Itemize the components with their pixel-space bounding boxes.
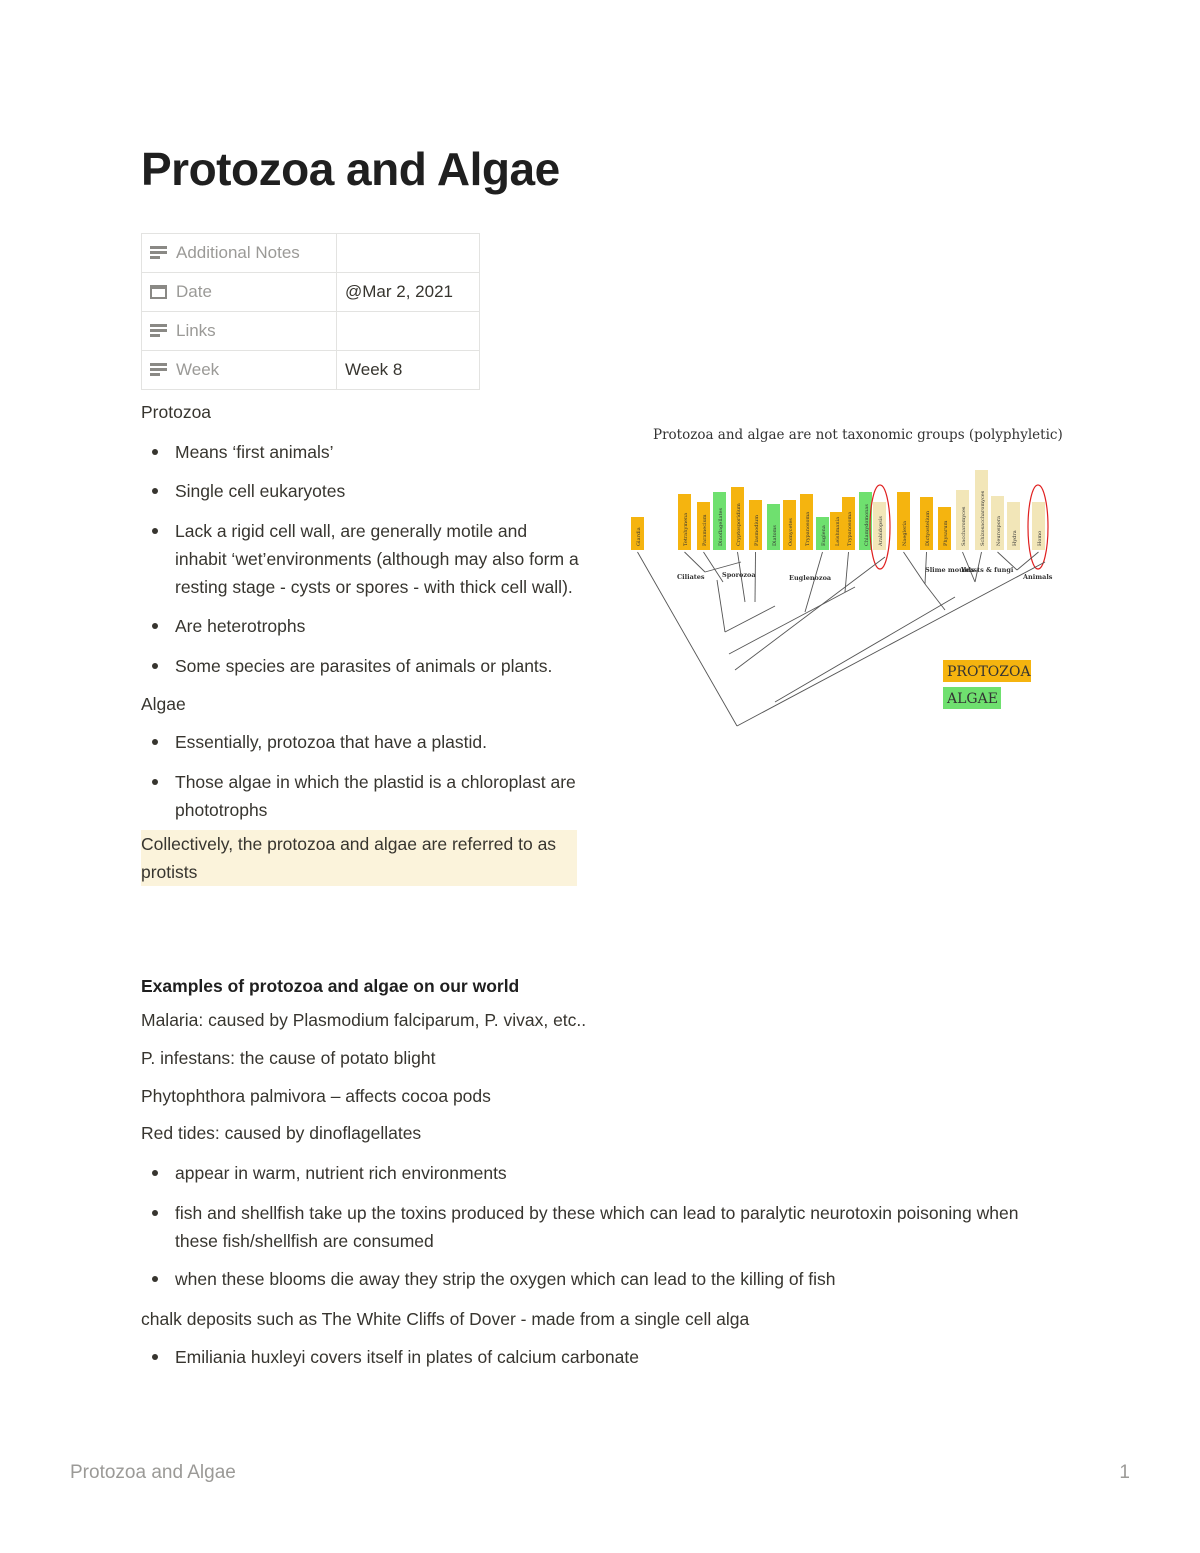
tree-branch [805, 552, 823, 612]
property-value[interactable]: @Mar 2, 2021 [337, 273, 480, 312]
property-key: Additional Notes [176, 243, 300, 262]
phylogeny-figure [625, 422, 1065, 734]
footer-title: Protozoa and Algae [70, 1462, 236, 1483]
tree-branch [775, 597, 955, 702]
property-key: Links [176, 321, 216, 340]
taxon-label: Dictyostelium [925, 511, 931, 546]
taxon-label: Neurospora [996, 515, 1002, 546]
tree-branch [685, 552, 706, 572]
taxon-label: Arabidopsis [878, 516, 884, 546]
clade-label: Animals [1023, 573, 1053, 581]
clade-label: Slime moulds [925, 566, 975, 574]
text-lines-icon [150, 246, 167, 260]
protozoa-heading: Protozoa [141, 402, 212, 422]
properties-table [141, 233, 480, 390]
clade-label: Yeasts & fungi [961, 566, 1014, 574]
taxon-label: Giardia [636, 527, 642, 546]
list-item: when these blooms die away they strip the oxygen which can lead to the killing of fish [141, 1265, 1041, 1293]
highlight-callout: Collectively, the protozoa and algae are referred to as protists [141, 830, 577, 886]
chalk-line: chalk deposits such as The White Cliffs of Dover - made from a single cell alga [141, 1309, 750, 1329]
list-item: Some species are parasites of animals or plants. [141, 652, 581, 680]
legend-label: PROTOZOA [947, 664, 1031, 680]
list-item: fish and shellfish take up the toxins produced by these which can lead to paralytic neurotoxin poisoning when these fish/shellfish are consumed [141, 1199, 1041, 1255]
list-item: Those algae in which the plastid is a chloroplast are phototrophs [141, 768, 581, 824]
page-number: 1 [1119, 1462, 1130, 1483]
taxon-label: Trypanosoma [847, 511, 853, 546]
taxon-label: Naegleria [902, 520, 908, 546]
example-line: P. infestans: the cause of potato blight [141, 1048, 436, 1068]
taxon-label: Euglena [821, 525, 827, 546]
legend-label: ALGAE [947, 691, 998, 707]
algae-list [141, 728, 581, 824]
calendar-icon [150, 285, 167, 299]
clade-label: Euglenozoa [789, 574, 832, 582]
property-key: Week [176, 360, 220, 379]
text-lines-icon [150, 363, 167, 377]
list-item: appear in warm, nutrient rich environments [141, 1159, 1041, 1187]
taxon-label: Cryptosporidium [736, 503, 742, 546]
property-value[interactable] [337, 312, 480, 351]
tree-branch [704, 552, 724, 582]
taxon-label: Homo [1037, 530, 1043, 546]
taxon-label: Diatoms [772, 525, 778, 546]
property-value[interactable] [337, 234, 480, 273]
protozoa-list [141, 438, 581, 680]
taxon-label: Chlamydomonas [864, 504, 870, 546]
property-row-date [142, 273, 480, 312]
taxon-label: Saccharomyces [961, 506, 967, 546]
property-value[interactable]: Week 8 [337, 351, 480, 390]
page-title: Protozoa and Algae [141, 143, 560, 195]
property-row-links [142, 312, 480, 351]
list-item: Lack a rigid cell wall, are generally motile and inhabit ‘wet’environments (although may also form a resting stage - cysts or spores - with thick cell wall). [141, 517, 581, 601]
list-item: Essentially, protozoa that have a plastid. [141, 728, 581, 756]
text-lines-icon [150, 324, 167, 338]
intro-column [141, 398, 581, 886]
tree-branch [725, 606, 775, 632]
list-item: Are heterotrophs [141, 612, 581, 640]
tree-branch [925, 584, 945, 610]
taxon-label: Paramecium [702, 514, 708, 546]
list-item: Single cell eukaryotes [141, 477, 581, 505]
taxon-label: Leishmania [835, 516, 841, 546]
taxon-label: Schizosaccharomyces [980, 490, 986, 546]
example-line: Malaria: caused by Plasmodium falciparum, P. vivax, etc.. [141, 1010, 587, 1030]
taxon-label: Dinoflagellates [718, 507, 724, 546]
list-item: Means ‘first animals’ [141, 438, 581, 466]
examples-heading: Examples of protozoa and algae on our world [141, 976, 520, 996]
taxon-label: Trypanosoma [805, 511, 811, 546]
taxon-label: Tetrahymena [683, 512, 689, 546]
tree-branch [904, 552, 926, 584]
taxon-label: Hydra [1012, 530, 1018, 546]
algae-heading: Algae [141, 694, 186, 714]
phylogeny-tree [625, 422, 1065, 734]
example-line: Red tides: caused by dinoflagellates [141, 1123, 422, 1143]
chalk-list [141, 1343, 1041, 1371]
property-key: Date [176, 282, 212, 301]
figure-caption: Protozoa and algae are not taxonomic groups (polyphyletic) [653, 427, 1063, 443]
clade-label: Ciliates [677, 573, 705, 581]
property-row-additional-notes [142, 234, 480, 273]
taxon-label: Oomycetes [788, 518, 794, 546]
tree-branch [717, 580, 725, 632]
examples-section [141, 972, 1041, 1371]
property-row-week [142, 351, 480, 390]
list-item: Emiliania huxleyi covers itself in plates of calcium carbonate [141, 1343, 1041, 1371]
clade-label: Sporozoa [722, 571, 756, 579]
taxon-label: Plasmodium [754, 514, 760, 546]
taxon-label: Physarum [943, 520, 949, 546]
example-line: Phytophthora palmivora – affects cocoa pods [141, 1086, 491, 1106]
red-tide-list [141, 1159, 1041, 1293]
